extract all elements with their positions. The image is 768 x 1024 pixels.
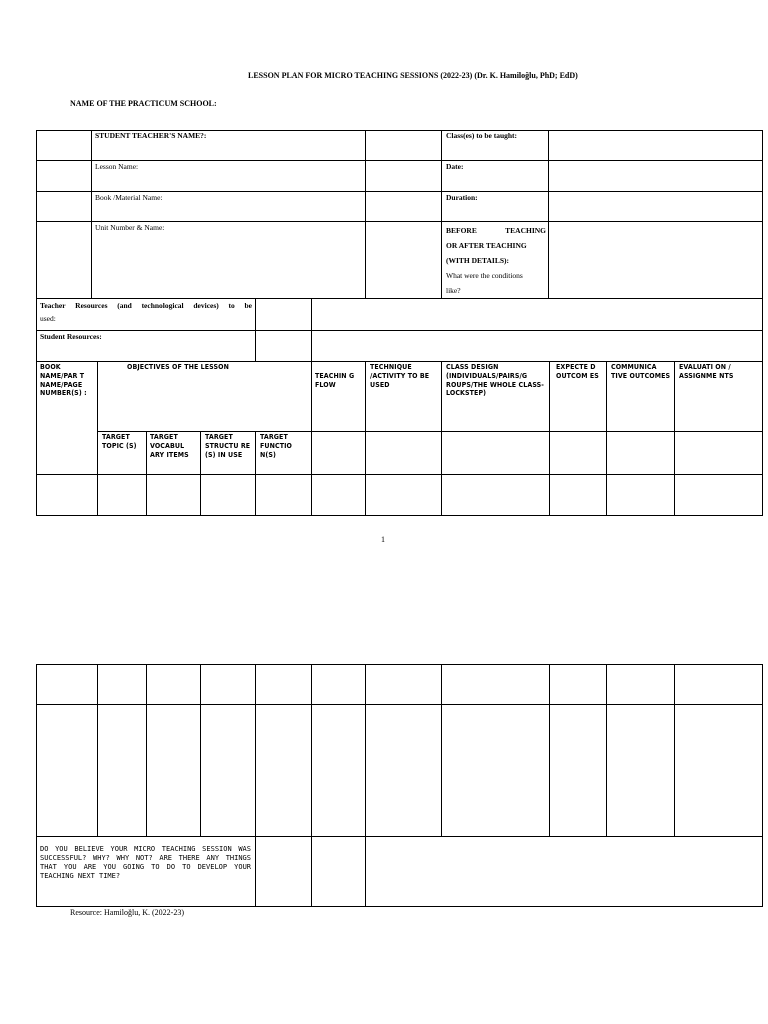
teacher-resources-label <box>40 299 252 325</box>
communicative-outcomes-header: COMMUNICA TIVE OUTCOMES <box>611 363 671 380</box>
before-after-line: What were the conditions <box>446 271 523 280</box>
book-name-header: BOOK NAME/PAR T NAME/PAGE NUMBER(S) : <box>40 363 87 398</box>
target-vocabulary-header: TARGET VOCABUL ARY ITEMS <box>150 433 189 459</box>
before-after-teaching-label <box>446 223 546 298</box>
student-resources-label: Student Resources: <box>40 332 102 341</box>
student-teacher-name-label: STUDENT TEACHER'S NAME?: <box>95 131 207 140</box>
unit-label: Unit Number & Name: <box>95 223 165 232</box>
target-topic-header: TARGET TOPIC (S) <box>102 433 137 450</box>
teacher-resources-line: Teacher Resources (and technological devices) to be <box>40 301 252 310</box>
before-after-line: BEFORE TEACHING <box>446 226 546 235</box>
resource-footer: Resource: Hamiloğlu, K. (2022-23) <box>70 908 184 917</box>
document-title: LESSON PLAN FOR MICRO TEACHING SESSIONS (2022-23) (Dr. K. Hamiloğlu, PhD; EdD) <box>248 71 578 80</box>
practicum-school-label: NAME OF THE PRACTICUM SCHOOL: <box>70 99 217 108</box>
classes-label: Class(es) to be taught: <box>446 131 518 140</box>
class-design-header: CLASS DESIGN (INDIVIDUALS/PAIRS/G ROUPS/THE WHOLE CLASS-LOCKSTEP) <box>446 363 544 398</box>
page-number: 1 <box>381 535 385 544</box>
expected-outcomes-header: EXPECTE D OUTCOM ES <box>556 363 599 380</box>
before-after-line: (WITH DETAILS): <box>446 256 509 265</box>
date-label: Date: <box>446 162 464 171</box>
book-material-label: Book /Material Name: <box>95 193 163 202</box>
reflection-question: DO YOU BELIEVE YOUR MICRO TEACHING SESSION WAS SUCCESSFUL? WHY? WHY NOT? ARE THERE ANY THINGS THAT YOU ARE YOU GOING TO DO TO DEVELOP YOUR TEACHING NEXT TIME? <box>40 845 251 880</box>
target-function-header: TARGET FUNCTIO N(S) <box>260 433 292 459</box>
before-after-line: OR AFTER TEACHING <box>446 241 527 250</box>
objectives-header: OBJECTIVES OF THE LESSON <box>127 363 229 371</box>
technique-header: TECHNIQUE /ACTIVITY TO BE USED <box>370 363 430 389</box>
duration-label: Duration: <box>446 193 478 202</box>
teaching-flow-header: TEACHIN G FLOW <box>315 372 355 389</box>
target-structure-header: TARGET STRUCTU RE (S) IN USE <box>205 433 251 459</box>
teacher-resources-line: used: <box>40 314 56 323</box>
before-after-line: like? <box>446 286 461 295</box>
lesson-name-label: Lesson Name: <box>95 162 139 171</box>
evaluation-header: EVALUATI ON / ASSIGNME NTS <box>679 363 734 380</box>
